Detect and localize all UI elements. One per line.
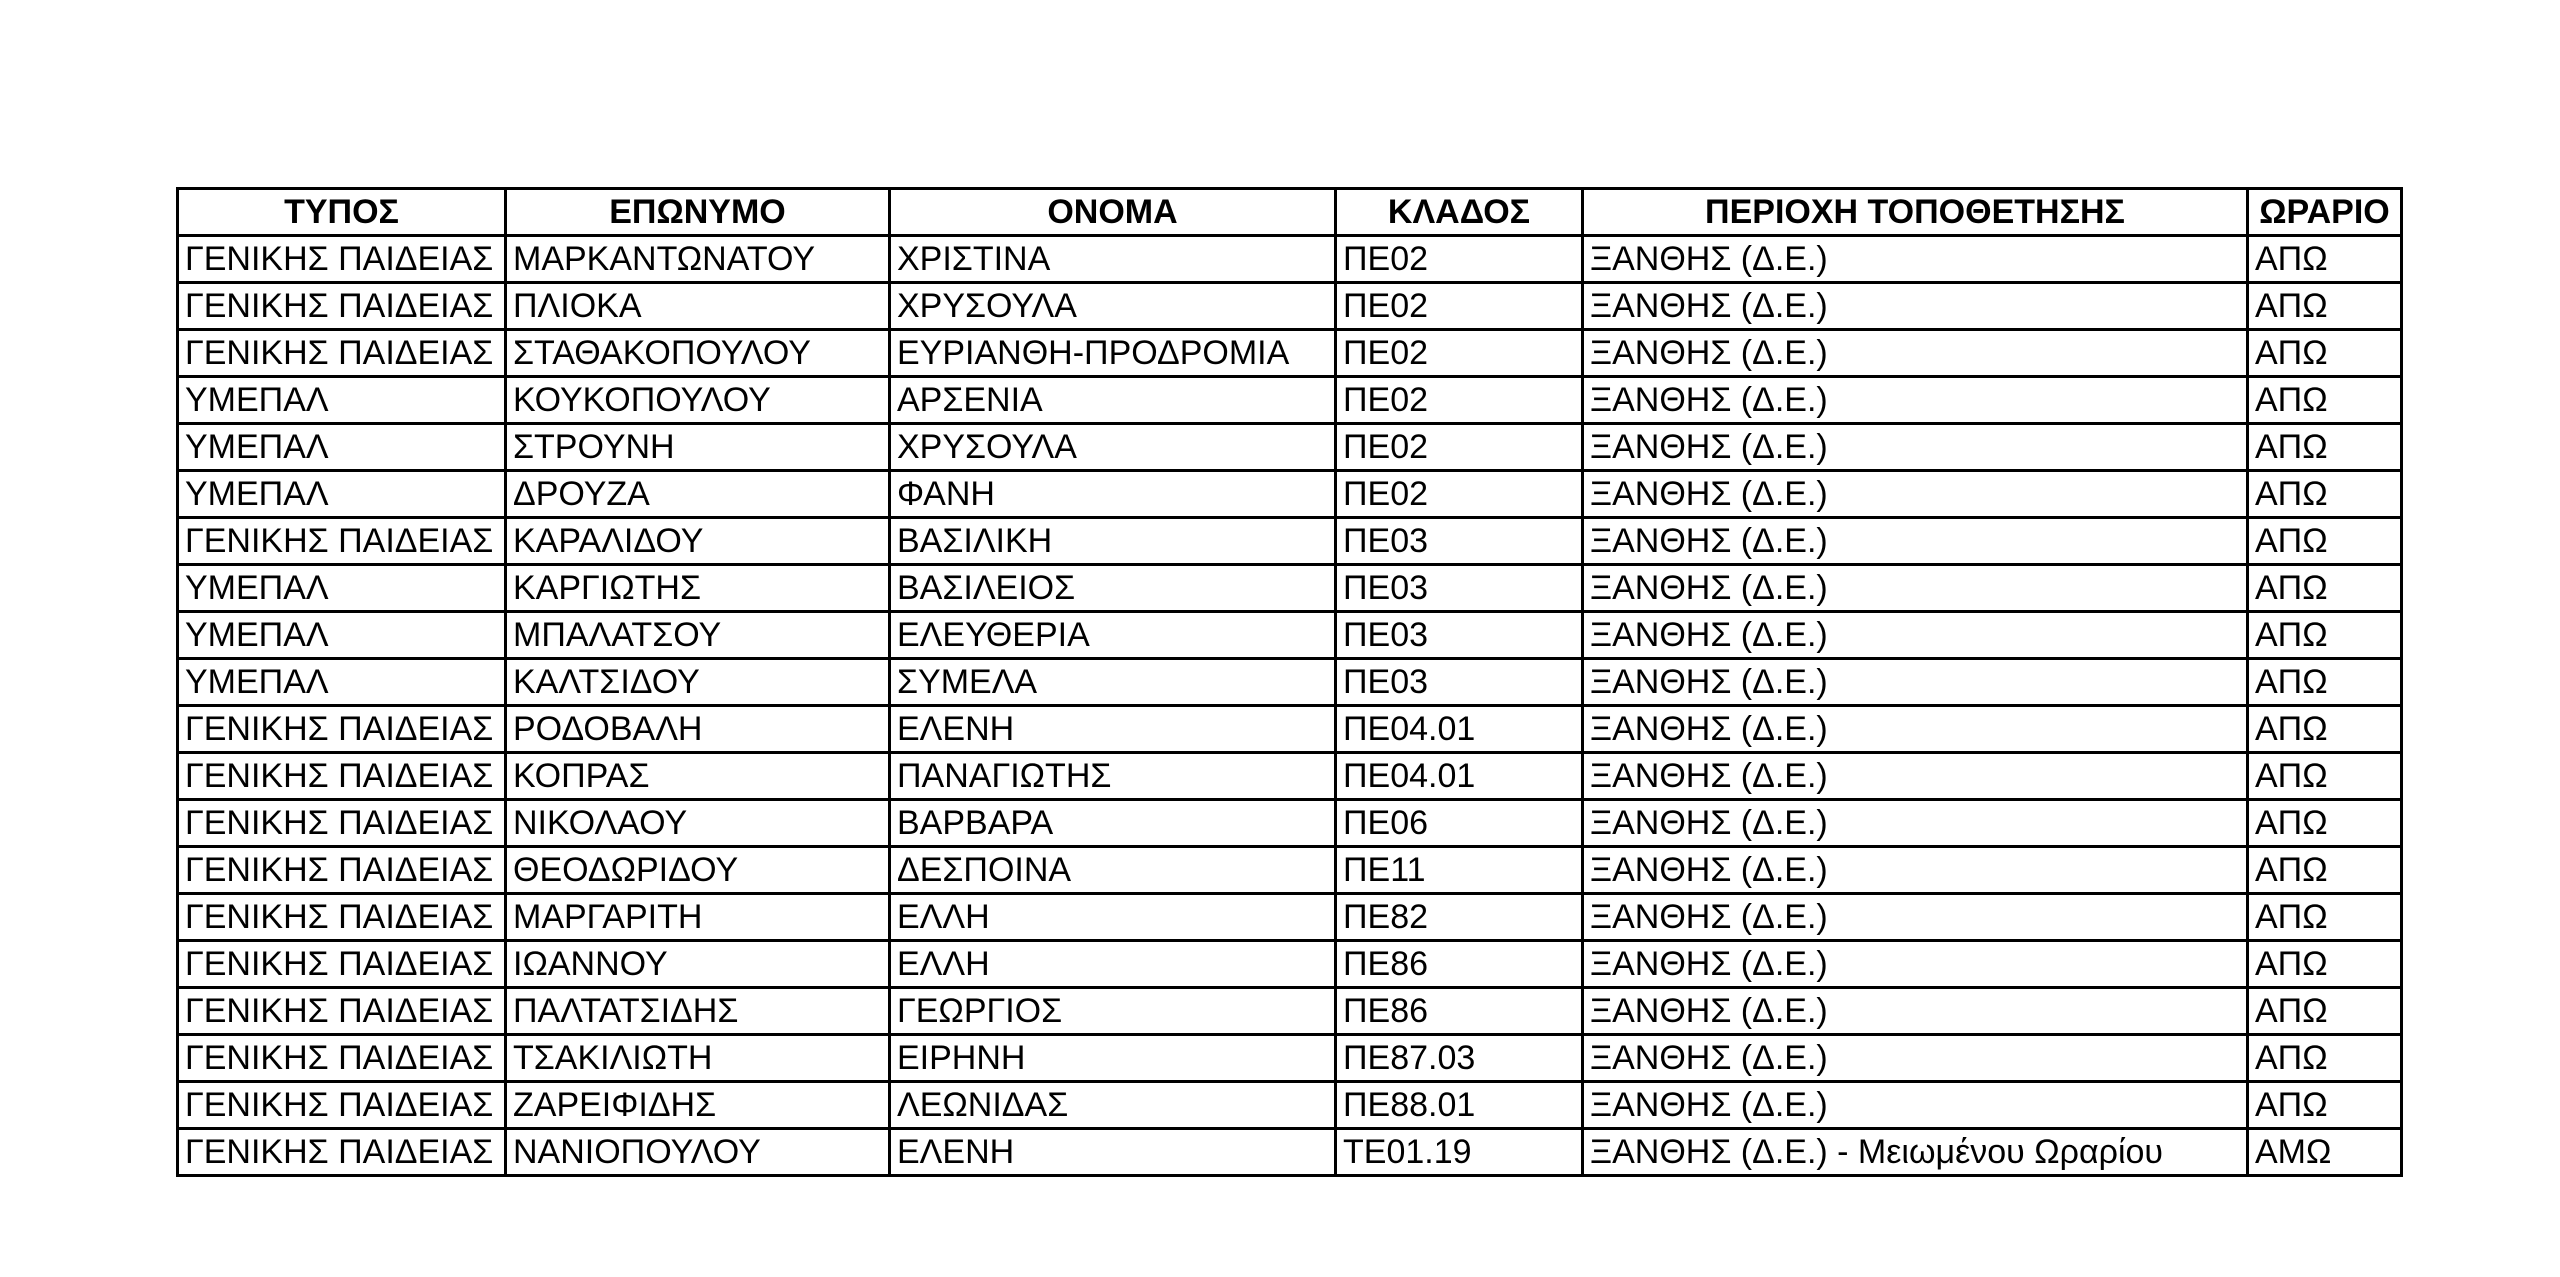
cell-branch: ΠΕ03 (1336, 659, 1583, 706)
table-row (178, 988, 2402, 1035)
cell-type: ΥΜΕΠΑΛ (178, 612, 506, 659)
table-row (178, 847, 2402, 894)
cell-branch: ΠΕ87.03 (1336, 1035, 1583, 1082)
cell-type: ΓΕΝΙΚΗΣ ΠΑΙΔΕΙΑΣ (178, 1129, 506, 1176)
cell-surname: ΜΑΡΓΑΡΙΤΗ (506, 894, 890, 941)
cell-hours: ΑΠΩ (2248, 518, 2402, 565)
cell-hours: ΑΠΩ (2248, 847, 2402, 894)
table-row (178, 1035, 2402, 1082)
cell-surname: ΚΑΛΤΣΙΔΟΥ (506, 659, 890, 706)
cell-type: ΓΕΝΙΚΗΣ ΠΑΙΔΕΙΑΣ (178, 847, 506, 894)
table-row (178, 612, 2402, 659)
table-row (178, 236, 2402, 283)
cell-branch: ΤΕ01.19 (1336, 1129, 1583, 1176)
cell-name: ΧΡΥΣΟΥΛΑ (890, 283, 1336, 330)
table-row (178, 659, 2402, 706)
cell-type: ΥΜΕΠΑΛ (178, 424, 506, 471)
cell-name: ΒΑΣΙΛΕΙΟΣ (890, 565, 1336, 612)
cell-type: ΓΕΝΙΚΗΣ ΠΑΙΔΕΙΑΣ (178, 1035, 506, 1082)
cell-placement-area: ΞΑΝΘΗΣ (Δ.Ε.) (1583, 1035, 2248, 1082)
cell-hours: ΑΠΩ (2248, 283, 2402, 330)
cell-hours: ΑΠΩ (2248, 941, 2402, 988)
header-surname: ΕΠΩΝΥΜΟ (506, 189, 890, 236)
cell-hours: ΑΠΩ (2248, 706, 2402, 753)
table-row (178, 424, 2402, 471)
cell-type: ΓΕΝΙΚΗΣ ΠΑΙΔΕΙΑΣ (178, 988, 506, 1035)
cell-name: ΕΛΕΥΘΕΡΙΑ (890, 612, 1336, 659)
cell-name: ΕΥΡΙΑΝΘΗ-ΠΡΟΔΡΟΜΙΑ (890, 330, 1336, 377)
table-body (178, 236, 2402, 1176)
cell-hours: ΑΠΩ (2248, 565, 2402, 612)
cell-surname: ΜΑΡΚΑΝΤΩΝΑΤΟΥ (506, 236, 890, 283)
table-row (178, 941, 2402, 988)
cell-hours: ΑΠΩ (2248, 753, 2402, 800)
cell-placement-area: ΞΑΝΘΗΣ (Δ.Ε.) (1583, 612, 2248, 659)
cell-name: ΧΡΙΣΤΙΝΑ (890, 236, 1336, 283)
cell-branch: ΠΕ02 (1336, 377, 1583, 424)
cell-surname: ΖΑΡΕΙΦΙΔΗΣ (506, 1082, 890, 1129)
cell-hours: ΑΠΩ (2248, 988, 2402, 1035)
cell-hours: ΑΠΩ (2248, 800, 2402, 847)
cell-type: ΓΕΝΙΚΗΣ ΠΑΙΔΕΙΑΣ (178, 236, 506, 283)
cell-type: ΓΕΝΙΚΗΣ ΠΑΙΔΕΙΑΣ (178, 330, 506, 377)
table-row (178, 1082, 2402, 1129)
cell-branch: ΠΕ06 (1336, 800, 1583, 847)
cell-name: ΠΑΝΑΓΙΩΤΗΣ (890, 753, 1336, 800)
table-row (178, 1129, 2402, 1176)
cell-placement-area: ΞΑΝΘΗΣ (Δ.Ε.) (1583, 518, 2248, 565)
cell-branch: ΠΕ02 (1336, 236, 1583, 283)
table-row (178, 753, 2402, 800)
cell-type: ΓΕΝΙΚΗΣ ΠΑΙΔΕΙΑΣ (178, 753, 506, 800)
cell-surname: ΚΑΡΓΙΩΤΗΣ (506, 565, 890, 612)
header-hours: ΩΡΑΡΙΟ (2248, 189, 2402, 236)
cell-name: ΧΡΥΣΟΥΛΑ (890, 424, 1336, 471)
cell-hours: ΑΠΩ (2248, 471, 2402, 518)
table-row (178, 330, 2402, 377)
cell-placement-area: ΞΑΝΘΗΣ (Δ.Ε.) (1583, 236, 2248, 283)
cell-name: ΦΑΝΗ (890, 471, 1336, 518)
table-row (178, 283, 2402, 330)
cell-hours: ΑΠΩ (2248, 236, 2402, 283)
cell-name: ΕΛΛΗ (890, 894, 1336, 941)
cell-placement-area: ΞΑΝΘΗΣ (Δ.Ε.) (1583, 424, 2248, 471)
cell-placement-area: ΞΑΝΘΗΣ (Δ.Ε.) (1583, 941, 2248, 988)
header-row (178, 189, 2402, 236)
cell-surname: ΘΕΟΔΩΡΙΔΟΥ (506, 847, 890, 894)
cell-name: ΒΑΡΒΑΡΑ (890, 800, 1336, 847)
cell-branch: ΠΕ02 (1336, 424, 1583, 471)
cell-branch: ΠΕ11 (1336, 847, 1583, 894)
cell-surname: ΚΟΥΚΟΠΟΥΛΟΥ (506, 377, 890, 424)
cell-placement-area: ΞΑΝΘΗΣ (Δ.Ε.) (1583, 659, 2248, 706)
cell-name: ΕΛΕΝΗ (890, 1129, 1336, 1176)
cell-branch: ΠΕ86 (1336, 988, 1583, 1035)
cell-branch: ΠΕ03 (1336, 565, 1583, 612)
cell-surname: ΚΑΡΑΛΙΔΟΥ (506, 518, 890, 565)
cell-hours: ΑΠΩ (2248, 377, 2402, 424)
cell-placement-area: ΞΑΝΘΗΣ (Δ.Ε.) (1583, 753, 2248, 800)
cell-surname: ΚΟΠΡΑΣ (506, 753, 890, 800)
cell-surname: ΡΟΔΟΒΑΛΗ (506, 706, 890, 753)
cell-type: ΓΕΝΙΚΗΣ ΠΑΙΔΕΙΑΣ (178, 894, 506, 941)
table-row (178, 565, 2402, 612)
cell-name: ΕΙΡΗΝΗ (890, 1035, 1336, 1082)
cell-placement-area: ΞΑΝΘΗΣ (Δ.Ε.) (1583, 1082, 2248, 1129)
cell-surname: ΠΛΙΟΚΑ (506, 283, 890, 330)
cell-name: ΒΑΣΙΛΙΚΗ (890, 518, 1336, 565)
cell-type: ΓΕΝΙΚΗΣ ΠΑΙΔΕΙΑΣ (178, 1082, 506, 1129)
cell-type: ΥΜΕΠΑΛ (178, 377, 506, 424)
cell-placement-area: ΞΑΝΘΗΣ (Δ.Ε.) (1583, 894, 2248, 941)
cell-surname: ΣΤΡΟΥΝΗ (506, 424, 890, 471)
cell-branch: ΠΕ04.01 (1336, 706, 1583, 753)
cell-hours: ΑΠΩ (2248, 894, 2402, 941)
cell-hours: ΑΠΩ (2248, 659, 2402, 706)
placements-table (176, 187, 2403, 1177)
cell-placement-area: ΞΑΝΘΗΣ (Δ.Ε.) - Μειωμένου Ωραρίου (1583, 1129, 2248, 1176)
cell-hours: ΑΜΩ (2248, 1129, 2402, 1176)
cell-hours: ΑΠΩ (2248, 1082, 2402, 1129)
cell-surname: ΜΠΑΛΑΤΣΟΥ (506, 612, 890, 659)
cell-type: ΓΕΝΙΚΗΣ ΠΑΙΔΕΙΑΣ (178, 800, 506, 847)
header-name: ΟΝΟΜΑ (890, 189, 1336, 236)
cell-name: ΣΥΜΕΛΑ (890, 659, 1336, 706)
cell-placement-area: ΞΑΝΘΗΣ (Δ.Ε.) (1583, 565, 2248, 612)
cell-placement-area: ΞΑΝΘΗΣ (Δ.Ε.) (1583, 283, 2248, 330)
cell-branch: ΠΕ02 (1336, 283, 1583, 330)
cell-surname: ΝΙΚΟΛΑΟΥ (506, 800, 890, 847)
cell-placement-area: ΞΑΝΘΗΣ (Δ.Ε.) (1583, 330, 2248, 377)
cell-surname: ΣΤΑΘΑΚΟΠΟΥΛΟΥ (506, 330, 890, 377)
header-type: ΤΥΠΟΣ (178, 189, 506, 236)
cell-surname: ΠΑΛΤΑΤΣΙΔΗΣ (506, 988, 890, 1035)
cell-placement-area: ΞΑΝΘΗΣ (Δ.Ε.) (1583, 377, 2248, 424)
cell-name: ΕΛΕΝΗ (890, 706, 1336, 753)
cell-hours: ΑΠΩ (2248, 612, 2402, 659)
table-row (178, 471, 2402, 518)
cell-placement-area: ΞΑΝΘΗΣ (Δ.Ε.) (1583, 706, 2248, 753)
cell-type: ΓΕΝΙΚΗΣ ΠΑΙΔΕΙΑΣ (178, 283, 506, 330)
cell-name: ΑΡΣΕΝΙΑ (890, 377, 1336, 424)
header-placement-area: ΠΕΡΙΟΧΗ ΤΟΠΟΘΕΤΗΣΗΣ (1583, 189, 2248, 236)
cell-surname: ΤΣΑΚΙΛΙΩΤΗ (506, 1035, 890, 1082)
table-row (178, 518, 2402, 565)
cell-type: ΓΕΝΙΚΗΣ ΠΑΙΔΕΙΑΣ (178, 518, 506, 565)
cell-branch: ΠΕ86 (1336, 941, 1583, 988)
cell-placement-area: ΞΑΝΘΗΣ (Δ.Ε.) (1583, 471, 2248, 518)
cell-surname: ΝΑΝΙΟΠΟΥΛΟΥ (506, 1129, 890, 1176)
cell-branch: ΠΕ04.01 (1336, 753, 1583, 800)
cell-placement-area: ΞΑΝΘΗΣ (Δ.Ε.) (1583, 988, 2248, 1035)
cell-branch: ΠΕ82 (1336, 894, 1583, 941)
cell-branch: ΠΕ02 (1336, 471, 1583, 518)
cell-type: ΓΕΝΙΚΗΣ ΠΑΙΔΕΙΑΣ (178, 941, 506, 988)
cell-hours: ΑΠΩ (2248, 1035, 2402, 1082)
table-row (178, 377, 2402, 424)
cell-type: ΥΜΕΠΑΛ (178, 471, 506, 518)
cell-branch: ΠΕ88.01 (1336, 1082, 1583, 1129)
cell-name: ΛΕΩΝΙΔΑΣ (890, 1082, 1336, 1129)
header-branch: ΚΛΑΔΟΣ (1336, 189, 1583, 236)
cell-branch: ΠΕ03 (1336, 518, 1583, 565)
cell-type: ΥΜΕΠΑΛ (178, 565, 506, 612)
cell-branch: ΠΕ03 (1336, 612, 1583, 659)
cell-placement-area: ΞΑΝΘΗΣ (Δ.Ε.) (1583, 800, 2248, 847)
cell-name: ΕΛΛΗ (890, 941, 1336, 988)
table-row (178, 894, 2402, 941)
cell-name: ΔΕΣΠΟΙΝΑ (890, 847, 1336, 894)
cell-surname: ΔΡΟΥΖΑ (506, 471, 890, 518)
cell-surname: ΙΩΑΝΝΟΥ (506, 941, 890, 988)
table-row (178, 706, 2402, 753)
table-row (178, 800, 2402, 847)
cell-hours: ΑΠΩ (2248, 330, 2402, 377)
cell-type: ΥΜΕΠΑΛ (178, 659, 506, 706)
cell-placement-area: ΞΑΝΘΗΣ (Δ.Ε.) (1583, 847, 2248, 894)
cell-hours: ΑΠΩ (2248, 424, 2402, 471)
cell-name: ΓΕΩΡΓΙΟΣ (890, 988, 1336, 1035)
cell-type: ΓΕΝΙΚΗΣ ΠΑΙΔΕΙΑΣ (178, 706, 506, 753)
cell-branch: ΠΕ02 (1336, 330, 1583, 377)
